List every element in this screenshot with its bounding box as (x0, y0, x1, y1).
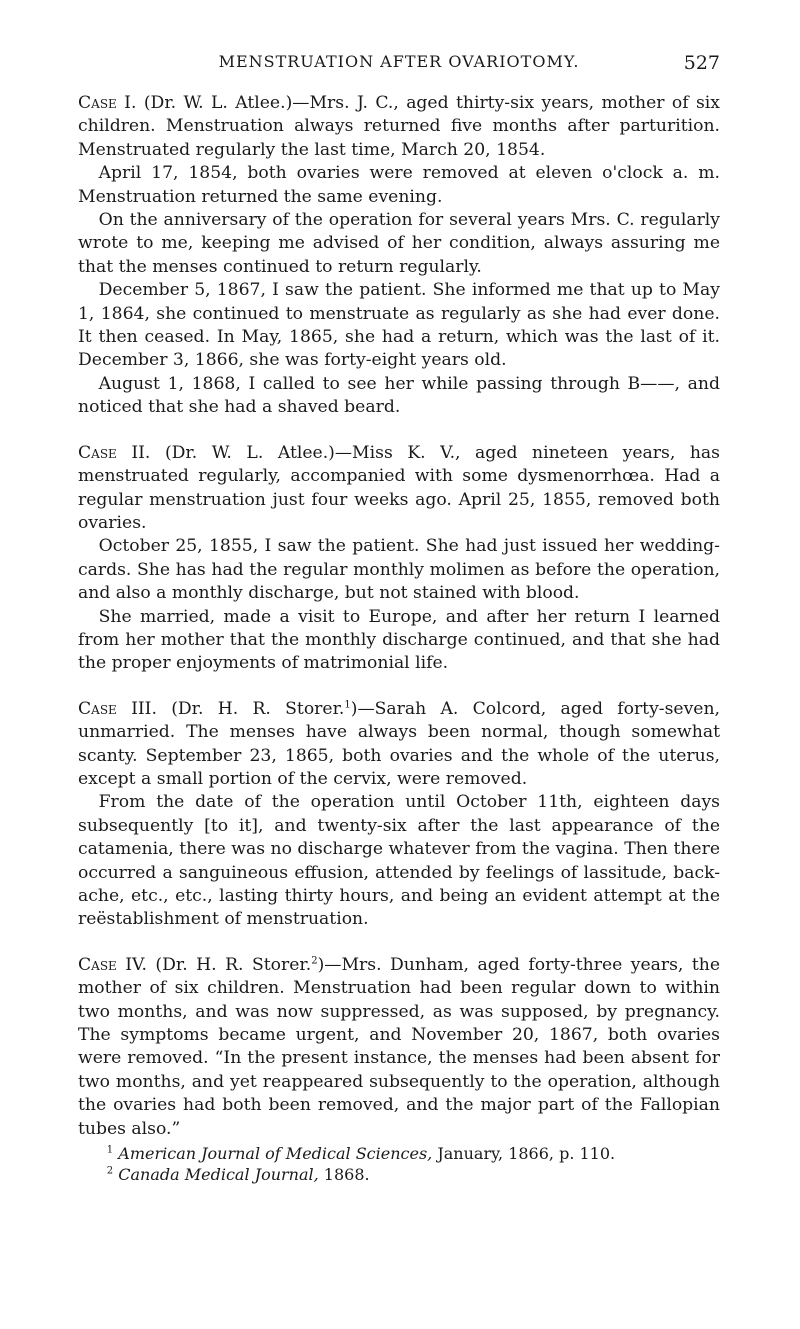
case-lead: (Dr. H. R. Storer. (155, 954, 312, 975)
case-paragraph (78, 442, 720, 536)
footnote-detail: 1868. (318, 1165, 370, 1185)
footnote (78, 1164, 720, 1185)
footnote-detail: January, 1866, p. 110. (432, 1144, 616, 1164)
case-3 (78, 698, 720, 932)
case-paragraph (78, 92, 720, 162)
case-paragraph: On the anniversary of the operation for several years Mrs. C. regularly wrote to me, keeping me advised of her condition, always assuring me that the menses continued to return regularly. (78, 210, 720, 277)
case-heading: Case I. (78, 93, 137, 113)
case-1 (78, 92, 720, 420)
running-head (78, 52, 720, 92)
case-text: (Dr. W. L. Atlee.)—Mrs. J. C., aged thirty-six years, mother of six children. Menstruation always returned five months after parturition. Menstruated regularly the last time, March 20, 1854. (78, 93, 721, 160)
footnote-mark: 2 (106, 1165, 114, 1177)
case-text: )—Mrs. Dunham, aged forty-three years, the mother of six children. Menstruation had been regular down to within two months, and was now suppressed, as was supposed, by pregnancy. The symptoms became urgent, and November 20, 1867, both ovaries were removed. “In the present instance, the menses had been absent for two months, and yet reappeared subsequently to the operation, although the ovaries had both been removed, and the major part of the Fallopian tubes also.” (78, 954, 721, 1139)
running-title: MENSTRUATION AFTER OVARIOTOMY. (218, 52, 580, 71)
footnotes (78, 1143, 720, 1185)
case-2 (78, 442, 720, 676)
case-text: )—Sarah A. Colcord, aged forty-seven, unmarried. The menses have always been normal, though somewhat scanty. September 23, 1865, both ovaries and the whole of the uterus, except a small portion of the cervix, were removed. (78, 698, 720, 789)
case-text: (Dr. W. L. Atlee.)—Miss K. V., aged nineteen years, has menstruated regularly, accompanied with some dysmenorrhœa. Had a regular menstruation just four weeks ago. April 25, 1855, removed both ovaries. (78, 442, 720, 533)
page-number: 527 (683, 52, 720, 74)
footnote-ref: 2 (311, 955, 318, 967)
footnote-mark: 1 (106, 1144, 114, 1156)
case-heading: Case IV. (78, 954, 147, 975)
case-heading: Case II. (78, 442, 151, 463)
footnote-source: Canada Medical Journal, (118, 1165, 319, 1185)
case-paragraph: October 25, 1855, I saw the patient. She had just issued her wedding-cards. She has had the regular monthly molimen as before the operation, and also a monthly discharge, but not stained with blood. (78, 536, 720, 604)
case-paragraph: August 1, 1868, I called to see her while passing through B——, and noticed that she had a shaved beard. (78, 373, 720, 418)
case-paragraph (78, 698, 720, 792)
case-paragraph: From the date of the operation until October 11th, eighteen days subsequently [to it], and twenty-six after the last appearance of the catamenia, there was no discharge whatever from the vagina. Then there occurred a sanguineous effusion, attended by feelings of lassitude, back-ache, etc., etc., lasting thirty hours, and being an evident attempt at the reëstablishment of menstruation. (78, 792, 720, 930)
footnote-ref: 1 (344, 699, 351, 711)
case-paragraph: April 17, 1854, both ovaries were removed at eleven o'clock a. m. Menstruation returned the same evening. (78, 163, 720, 207)
footnote (78, 1143, 720, 1164)
case-paragraph: December 5, 1867, I saw the patient. She informed me that up to May 1, 1864, she continued to menstruate as regularly as she had ever done. It then ceased. In May, 1865, she had a return, which was the last of it. December 3, 1866, she was forty-eight years old. (78, 280, 720, 371)
case-paragraph (78, 954, 720, 1141)
case-4 (78, 954, 720, 1141)
case-paragraph: She married, made a visit to Europe, and after her return I learned from her mother that the monthly discharge continued, and that she had the proper enjoyments of matrimonial life. (78, 606, 720, 674)
case-heading: Case III. (78, 698, 157, 719)
footnote-source: American Journal of Medical Sciences, (118, 1144, 433, 1164)
case-lead: (Dr. H. R. Storer. (171, 698, 345, 719)
